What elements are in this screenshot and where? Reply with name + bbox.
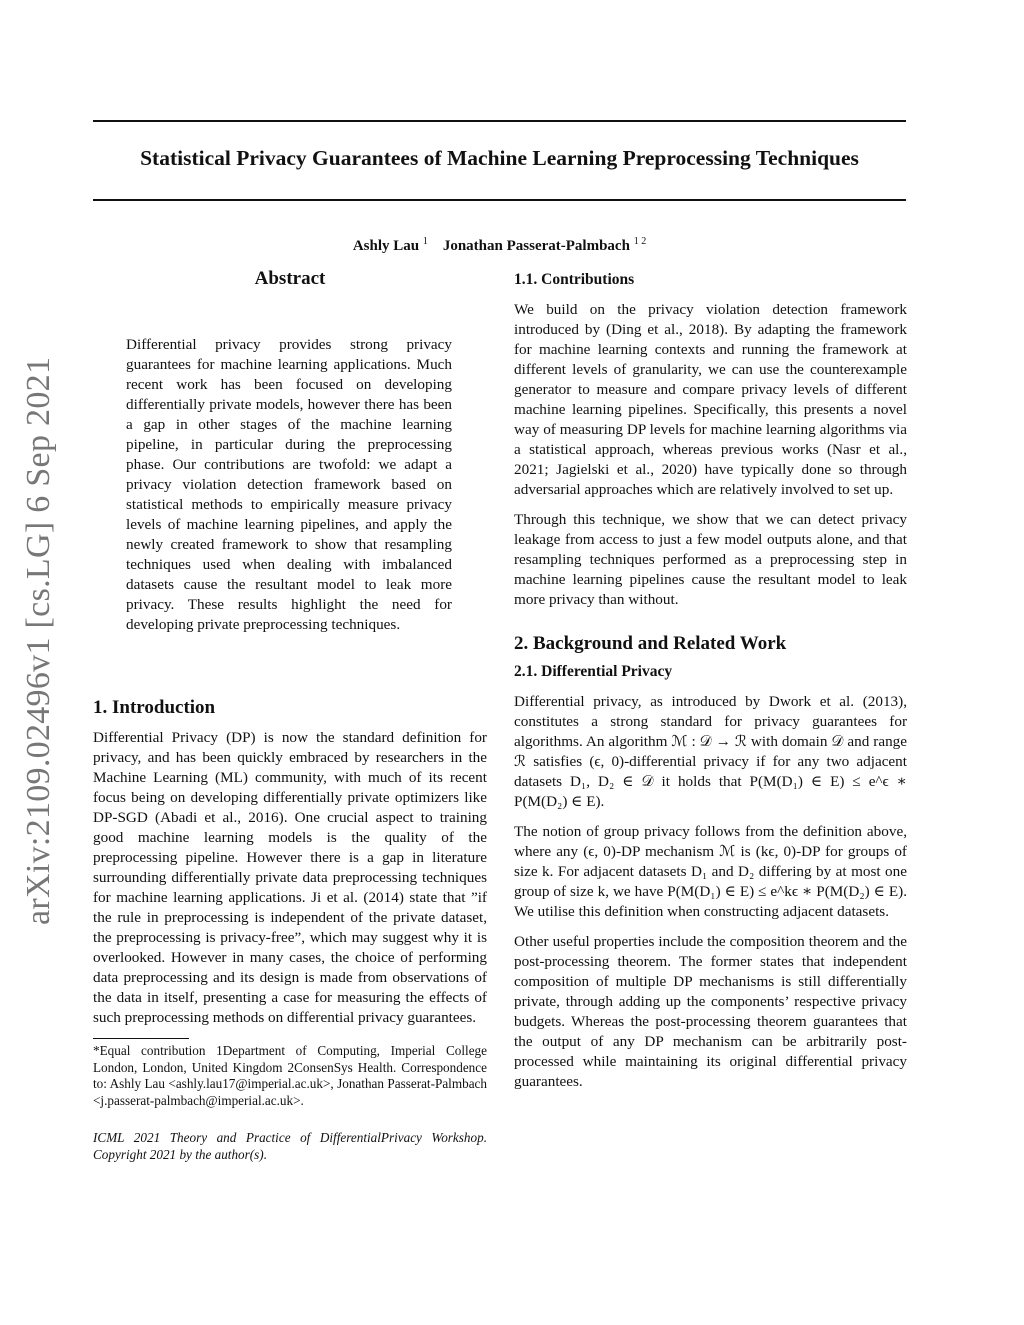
author-name: Ashly Lau — [352, 238, 420, 254]
arxiv-identifier: arXiv:2109.02496v1 [cs.LG] 6 Sep 2021 — [20, 356, 57, 925]
footnote-rule — [93, 1038, 189, 1039]
paragraph: Through this technique, we show that we can detect privacy leakage from access to just a few model outputs alone, and that resampling techniques performed as a preprocessing step in machine learning pipelines cause the resultant model to leak more privacy than without. — [514, 511, 907, 608]
right-column — [514, 270, 907, 1102]
paragraph: We build on the privacy violation detection framework introduced by (Ding et al., 2018). By adapting the framework for machine learning contexts and running the framework at different levels of granularity, we can use the counterexample generator to measure and compare privacy levels of different machine learning pipelines. Specifically, this presents a novel way of measuring DP levels for machine learning algorithms via a statistical approach, whereas previous works (Nasr et al., 2021; Jagielski et al., 2020) have typically done so through adversarial approaches which are relatively involved to set up. — [514, 301, 907, 498]
abstract-text: Differential privacy provides strong privacy guarantees for machine learning applications. Much recent work has been focused on developing differentially private models, however there has been a gap in other stages of the machine learning pipeline, in particular during the preprocessing phase. Our contributions are twofold: we adapt a privacy violation detection framework based on statistical methods to empirically measure privacy levels of machine learning pipelines, and apply the newly created framework to show that resampling techniques used when dealing with imbalanced datasets cause the resultant model to leak more privacy. These results highlight the need for developing private preprocessing techniques. — [126, 336, 452, 633]
top-rule — [93, 120, 906, 122]
paper-title: Statistical Privacy Guarantees of Machine Learning Preprocessing Techniques — [140, 146, 859, 170]
author-affiliation: 1 2 — [633, 236, 647, 247]
paragraph: Other useful properties include the composition theorem and the post-processing theorem. The former states that independent composition of multiple DP mechanisms is still differentially private, through adding up the components’ respective privacy budgets. Whereas the post-processing theorem guarantees that the output of any DP mechanism can be arbitrarily post-processed while maintaining its original differential privacy guarantees. — [514, 933, 907, 1090]
title-rule — [93, 199, 906, 201]
author-affiliation: 1 — [422, 236, 428, 247]
author-list — [93, 236, 906, 255]
venue-note: ICML 2021 Theory and Practice of DifferentialPrivacy Workshop. Copyright 2021 by the author(s). — [93, 1130, 487, 1162]
subsection-heading: 2.1. Differential Privacy — [514, 663, 673, 680]
paragraph: The notion of group privacy follows from the definition above, where any (ϵ, 0)-DP mechanism ℳ is (kϵ, 0)-DP for groups of size k. For adjacent datasets D₁ and D₂ differing by at most one group of size k, we have P(M(D₁) ∈ E) ≤ e^kϵ ∗ P(M(D₂) ∈ E). We utilise this definition when constructing adjacent datasets. — [514, 823, 907, 920]
subsection-heading: 1.1. Contributions — [514, 271, 635, 288]
introduction-section — [93, 698, 487, 1163]
section-heading: 1. Introduction — [93, 697, 216, 718]
author-name: Jonathan Passerat-Palmbach — [442, 238, 630, 254]
footnote: *Equal contribution 1Department of Computing, Imperial College London, London, United Kingdom 2ConsenSys Health. Correspondence to: Ashly Lau <ashly.lau17@imperial.ac.uk>, Jonathan Passerat-Palmbach <j.passerat-palmbach@imperial.ac.uk>. — [93, 1043, 487, 1108]
section-heading: 2. Background and Related Work — [514, 633, 787, 654]
paragraph: Differential Privacy (DP) is now the standard definition for privacy, and has been quickly embraced by researchers in the Machine Learning (ML) community, with much of its recent focus being on developing differentially private optimizers like DP-SGD (Abadi et al., 2016). One crucial aspect to training good machine learning models is the quality of the preprocessing pipeline. However there is a gap in literature surrounding differentially private data preprocessing techniques for machine learning applications. Ji et al. (2014) state that ”if the rule in preprocessing is independent of the private dataset, the preprocessing is privacy-free”, which may suggest why it is overlooked. However in many cases, the choice of performing data preprocessing and its design is made from observations of the data in itself, presenting a case for measuring the effects of such preprocessing methods on differential privacy guarantees. — [93, 729, 487, 1026]
paragraph: Differential privacy, as introduced by Dwork et al. (2013), constitutes a strong standard for privacy guarantees for algorithms. An algorithm ℳ : 𝒟 → ℛ with domain 𝒟 and range ℛ satisfies (ϵ, 0)-differential privacy if for any two adjacent datasets D₁, D₂ ∈ 𝒟 it holds that P(M(D₁) ∈ E) ≤ e^ϵ ∗ P(M(D₂) ∈ E). — [514, 693, 907, 810]
abstract-heading: Abstract — [254, 268, 326, 289]
